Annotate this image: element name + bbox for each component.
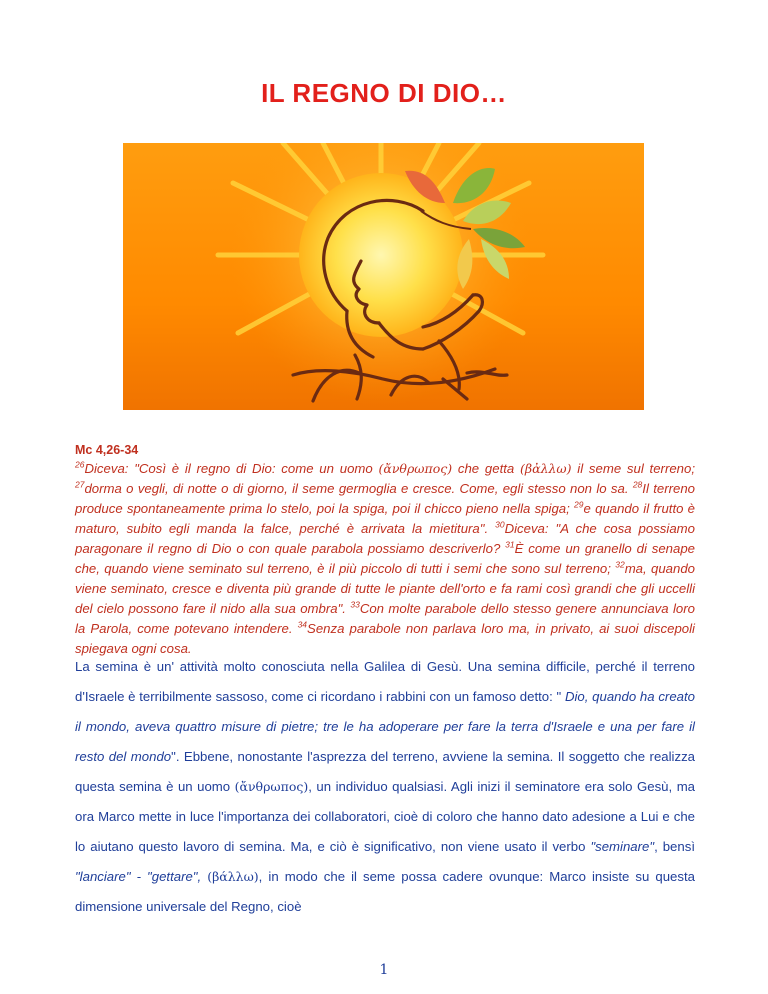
quote-text: dorma o vegli, di notte o di giorno, il seme germoglia e cresce. Come, egli stesso non lo sa.: [84, 481, 633, 496]
quote-text: Il terreno produce spontaneamente prima lo stelo, poi la spiga, poi il chicco pieno nella spiga;: [75, 481, 695, 516]
verse-number: 34: [297, 619, 308, 630]
quote-text: ma, quando viene seminato, cresce e diventa più grande di tutte le piante dell'orto e fa rami così grandi che gli uccelli del cielo possono fare il nido alla sua ombra".: [75, 561, 695, 616]
commentary-text: ". Ebbene, nonostante l'asprezza del terreno, avviene la semina. Il soggetto che realizza questa semina è un uomo: [75, 749, 695, 794]
commentary-text: , in modo che il seme possa cadere ovunque: Marco insiste su questa dimensione universale del Regno, cioè: [75, 869, 695, 914]
quote-text: Con molte parabole dello stesso genere annunciava loro la Parola, come potevano intendere.: [75, 601, 695, 636]
quote-text: Senza parabole non parlava loro ma, in privato, ai suoi discepoli spiegava ogni cosa.: [75, 621, 695, 656]
quote-text: il seme sul terreno;: [571, 461, 695, 476]
verse-number: 27: [75, 479, 85, 490]
greek-word: (ἄνθρωπος): [378, 461, 453, 476]
commentary-text: , bensì: [654, 839, 695, 854]
verse-number: 32: [615, 559, 625, 570]
verse-number: 30: [495, 519, 505, 530]
greek-word: (βἀλλω): [520, 461, 572, 476]
page-title: IL REGNO DI DIO…: [261, 78, 507, 108]
sun-hands-illustration: [123, 143, 644, 410]
commentary-text: , un individuo qualsiasi. Agli inizi il seminatore era solo Gesù, ma ora Marco mette in luce l'importanza dei collaboratori, cioè di coloro che hanno dato adesione a Lui e che lo aiutano questo lavoro di semina. Ma, e ciò è significativo, non viene usato il verbo: [75, 779, 696, 854]
verse-number: 29: [574, 499, 584, 510]
quote-text: È come un granello di senape che, quando viene seminato sul terreno, è il più piccolo di tutti i semi che sono sul terreno;: [75, 541, 695, 576]
sun-hands-image: [123, 143, 644, 410]
greek-word: (βάλλω): [207, 869, 259, 884]
scripture-reference: Mc 4,26-34: [75, 443, 139, 457]
commentary-text: La semina è un' attività molto conosciuta nella Galilea di Gesù. Una semina difficile, perché il terreno d'Israele è terribilmente sassoso, come ci ricordano i rabbini con un famoso detto: ": [75, 659, 695, 704]
quote-text: e quando il frutto è maturo, subito egli manda la falce, perché è arrivata la mietitura".: [75, 501, 696, 536]
verb-gettare: "lanciare" - "gettare",: [75, 869, 202, 884]
verb-seminare: "seminare": [590, 839, 655, 854]
page-number: 1: [379, 962, 389, 978]
gospel-quote: [75, 459, 695, 659]
quote-text: che getta: [452, 461, 521, 476]
greek-word: (ἄνθρωπος): [234, 779, 309, 794]
verse-number: 28: [632, 479, 643, 490]
rabbinic-saying: Dio, quando ha creato il mondo, aveva quattro misure di pietre; tre le ha adoperare per fare la terra d'Israele e una per fare il resto del mondo: [75, 689, 695, 764]
quote-text: Diceva: "A che cosa possiamo paragonare il regno di Dio o con quale parabola possiamo descriverlo?: [75, 521, 695, 556]
verse-number: 33: [350, 599, 360, 610]
commentary-paragraph: [75, 652, 695, 922]
quote-text: Diceva: "Così è il regno di Dio: come un uomo: [84, 461, 379, 476]
verse-number: 26: [75, 459, 85, 470]
verse-number: 31: [505, 539, 515, 550]
